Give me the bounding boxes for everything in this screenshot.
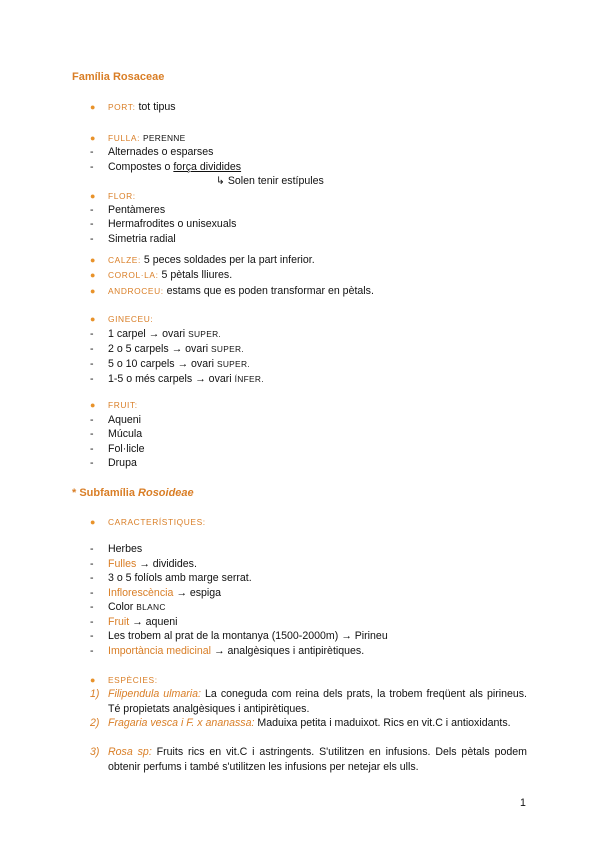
species-number: 2) xyxy=(90,717,100,729)
fruit-item: Fol·licle xyxy=(108,443,145,455)
bullet-icon: ● xyxy=(90,675,96,685)
dash: - xyxy=(90,543,94,555)
dash: - xyxy=(90,358,94,370)
subfamily-heading xyxy=(72,487,194,500)
bullet-icon: ● xyxy=(90,255,96,265)
flor-item: Simetria radial xyxy=(108,233,176,245)
characteristic-item: 3 o 5 folíols amb marge serrat. xyxy=(108,572,252,584)
port-label: PORT: xyxy=(108,102,136,112)
dash: - xyxy=(90,146,94,158)
gineceu-item xyxy=(108,343,244,356)
dash: - xyxy=(90,328,94,340)
port-line xyxy=(108,101,176,114)
fulla-item: Alternades o esparses xyxy=(108,146,214,158)
subfamily-prefix: * Subfamília xyxy=(72,487,139,499)
characteristic-text: → analgèsiques i antipirètiques. xyxy=(211,645,365,657)
species-name: Fragaria vesca i F. x ananassa: xyxy=(108,717,255,729)
species-text: Fruits rics en vit.C i astringents. S'utilitzen en infusions. Dels pètals podem obtenir perfums i també s'utilitzen les infusions per netejar els ulls. xyxy=(108,746,527,773)
species-text: La coneguda com reina dels prats, la trobem freqüent als pirineus. Té propietats analgèsiques i antipirètiques. xyxy=(108,688,527,715)
gineceu-item xyxy=(108,373,264,386)
characteristic-key: Importància medicinal xyxy=(108,645,212,657)
port-value: tot tipus xyxy=(138,101,176,113)
gineceu-item-tag: SUPER. xyxy=(211,344,245,354)
dash: - xyxy=(90,630,94,642)
gineceu-item-tag: SUPER. xyxy=(216,359,250,369)
characteristic-item xyxy=(108,645,364,658)
androceu-value: estams que es poden transformar en pètals. xyxy=(166,285,374,297)
dash: - xyxy=(90,558,94,570)
characteristic-item xyxy=(108,601,166,614)
species-name: Rosa sp: xyxy=(108,746,152,758)
dash: - xyxy=(90,457,94,469)
dash: - xyxy=(90,645,94,657)
bullet-icon: ● xyxy=(90,102,96,112)
dash: - xyxy=(90,572,94,584)
species-item xyxy=(108,745,527,774)
bullet-icon: ● xyxy=(90,133,96,143)
characteristic-key: Inflorescència xyxy=(108,587,174,599)
species-text: Maduixa petita i maduixot. Rics en vit.C i antioxidants. xyxy=(254,717,511,729)
fulla-item xyxy=(108,161,241,174)
characteristic-item xyxy=(108,587,221,600)
corola-line xyxy=(108,269,232,282)
fulla-item-underlined: força dividides xyxy=(173,161,242,173)
characteristic-key: Fulles xyxy=(108,558,137,570)
gineceu-item-text: 2 o 5 carpels → ovari xyxy=(108,343,212,355)
characteristic-item: Herbes xyxy=(108,543,143,555)
characteristic-key: Fruit xyxy=(108,616,130,628)
dash: - xyxy=(90,443,94,455)
corola-label: COROL·LA: xyxy=(108,270,159,280)
calze-label: CALZE: xyxy=(108,255,141,265)
androceu-label: ANDROCEU: xyxy=(108,286,164,296)
dash: - xyxy=(90,218,94,230)
fulla-label: FULLA: xyxy=(108,133,140,143)
gineceu-item-text: 5 o 10 carpels → ovari xyxy=(108,358,217,370)
bullet-icon: ● xyxy=(90,517,96,527)
fruit-item: Drupa xyxy=(108,457,137,469)
dash: - xyxy=(90,414,94,426)
flor-item: Pentàmeres xyxy=(108,204,166,216)
characteristic-item xyxy=(108,616,177,629)
dash: - xyxy=(90,204,94,216)
bullet-icon: ● xyxy=(90,400,96,410)
species-item xyxy=(108,716,527,731)
species-number: 1) xyxy=(90,688,100,700)
gineceu-item xyxy=(108,358,250,371)
dash: - xyxy=(90,616,94,628)
dash: - xyxy=(90,601,94,613)
gineceu-item-text: 1 carpel → ovari xyxy=(108,328,189,340)
characteristic-text: → espiga xyxy=(173,587,222,599)
characteristic-text: → dividides. xyxy=(136,558,197,570)
fruit-item: Aqueni xyxy=(108,414,141,426)
bullet-icon: ● xyxy=(90,270,96,280)
fulla-note: ↳ Solen tenir estípules xyxy=(216,175,324,187)
dash: - xyxy=(90,161,94,173)
characteristic-item xyxy=(108,558,197,571)
bullet-icon: ● xyxy=(90,314,96,324)
dash: - xyxy=(90,587,94,599)
gineceu-item xyxy=(108,328,221,341)
characteristic-text: Color xyxy=(108,601,137,613)
characteristic-tag: BLANC xyxy=(136,602,166,612)
species-name: Filipendula ulmaria: xyxy=(108,688,201,700)
especies-label: ESPÈCIES: xyxy=(108,675,158,685)
fulla-line xyxy=(108,132,186,145)
species-number: 3) xyxy=(90,746,100,758)
bullet-icon: ● xyxy=(90,286,96,296)
species-item xyxy=(108,687,527,716)
bullet-icon: ● xyxy=(90,191,96,201)
androceu-line xyxy=(108,285,374,298)
page-title: Família Rosaceae xyxy=(72,71,165,83)
calze-line xyxy=(108,254,315,267)
dash: - xyxy=(90,373,94,385)
flor-item: Hermafrodites o unisexuals xyxy=(108,218,237,230)
characteristic-text: → aqueni xyxy=(129,616,178,628)
dash: - xyxy=(90,343,94,355)
caracteristiques-label: CARACTERÍSTIQUES: xyxy=(108,517,206,527)
fruit-item: Múcula xyxy=(108,428,143,440)
gineceu-item-tag: ÍNFER. xyxy=(234,374,264,384)
fulla-value: PERENNE xyxy=(142,133,186,143)
flor-label: FLOR: xyxy=(108,191,136,201)
page-number: 1 xyxy=(520,797,526,809)
dash: - xyxy=(90,428,94,440)
corola-value: 5 pètals lliures. xyxy=(161,269,233,281)
calze-value: 5 peces soldades per la part inferior. xyxy=(143,254,315,266)
gineceu-item-text: 1-5 o més carpels → ovari xyxy=(108,373,235,385)
subfamily-name: Rosoideae xyxy=(138,487,194,499)
characteristic-item: Les trobem al prat de la montanya (1500-2000m) → Pirineu xyxy=(108,630,388,642)
gineceu-item-tag: SUPER. xyxy=(188,329,222,339)
fruit-label: FRUIT: xyxy=(108,400,138,410)
gineceu-label: GINECEU: xyxy=(108,314,154,324)
dash: - xyxy=(90,233,94,245)
fulla-item-text: Compostes o xyxy=(108,161,174,173)
